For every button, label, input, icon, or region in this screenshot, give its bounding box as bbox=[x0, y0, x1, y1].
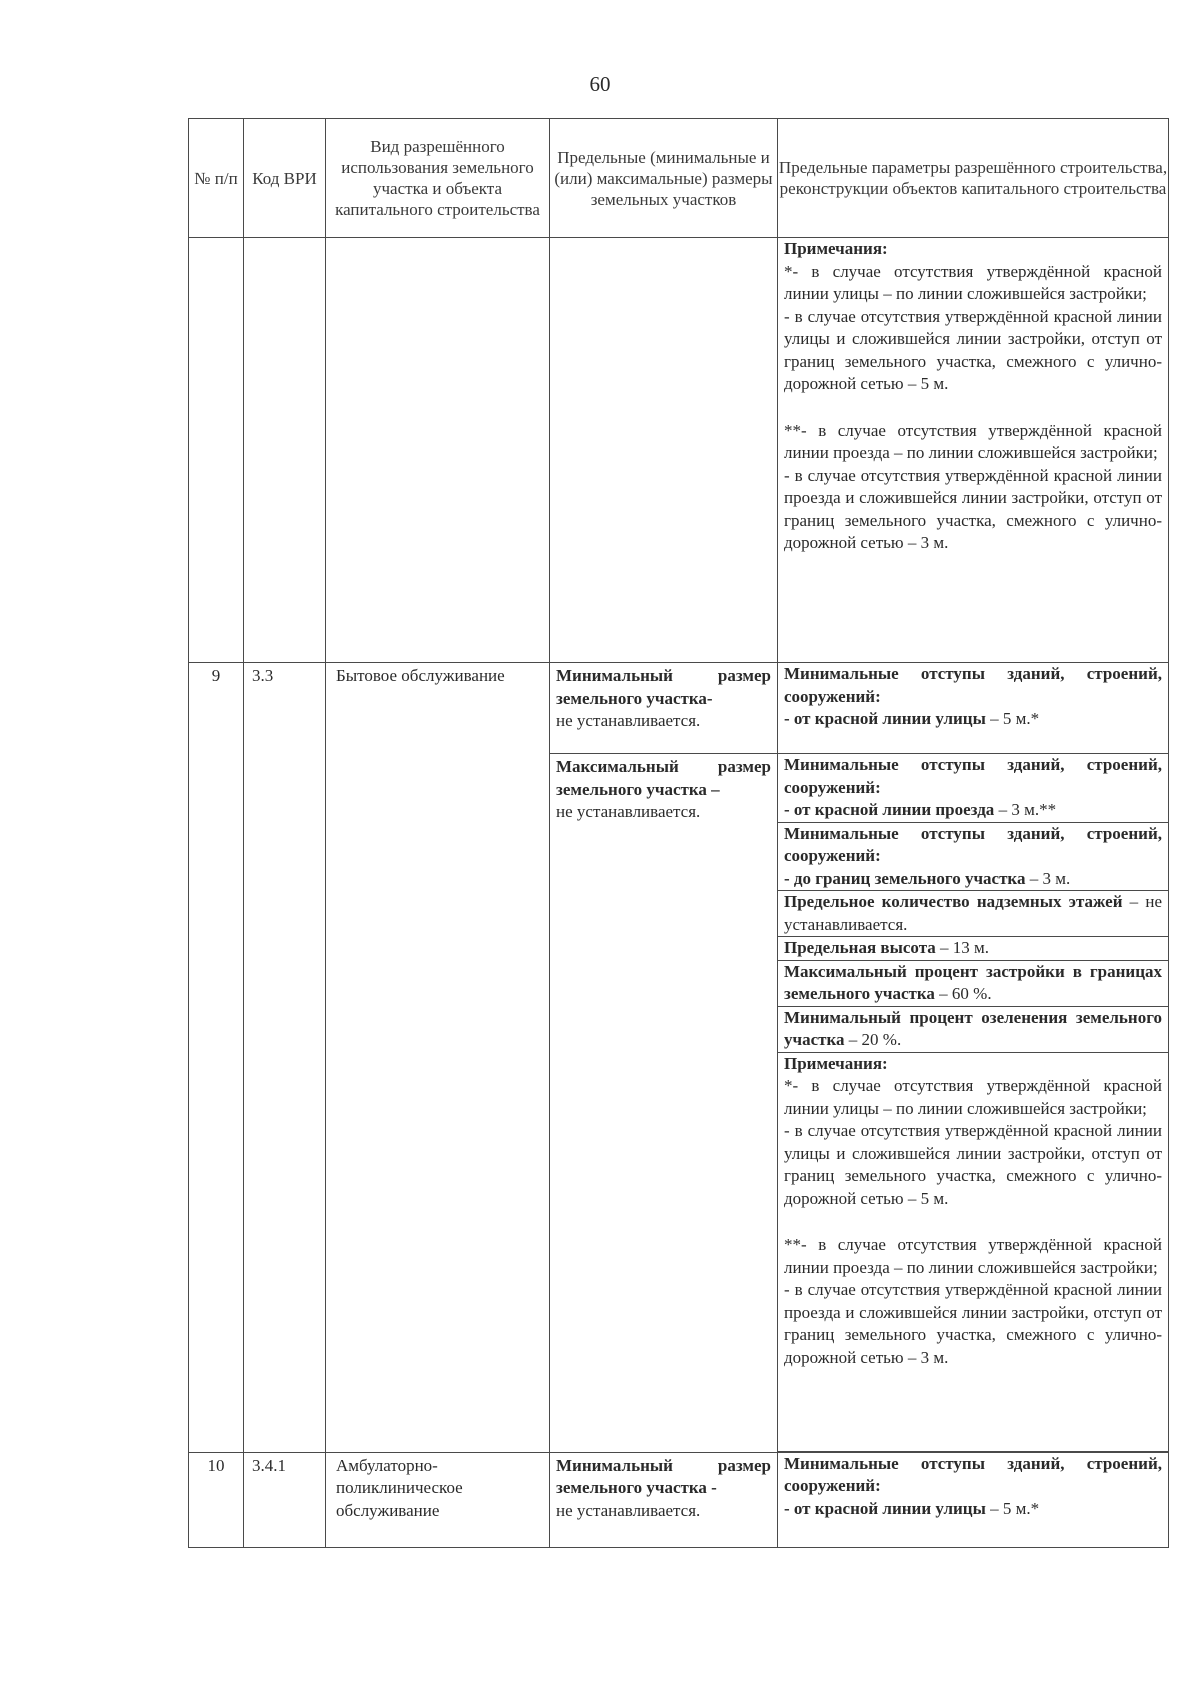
param-cell bbox=[778, 754, 1169, 823]
param-label: Предельное количество надземных этажей bbox=[784, 892, 1123, 911]
min-size-value: не устанавливается. bbox=[556, 1500, 701, 1520]
min-size-value: не устанавливается. bbox=[556, 711, 701, 730]
continuation-notes bbox=[778, 238, 1169, 663]
row-kind: Бытовое обслуживание bbox=[326, 663, 550, 1453]
param-value: – 3 м. bbox=[1025, 868, 1071, 888]
row9-notes bbox=[778, 1052, 1169, 1451]
note-item: - в случае отсутствия утверждённой красной линии проезда и сложившейся линии застройки, отступ от границ земельного участка, смежного с улично-дорожной сетью – 3 м. bbox=[784, 465, 1162, 552]
notes-title: Примечания: bbox=[784, 239, 888, 258]
param-sublabel: - от красной линии улицы bbox=[784, 709, 986, 728]
param-label: Минимальные отступы зданий, строений, сооружений: bbox=[784, 755, 1162, 797]
param-cell bbox=[778, 1452, 1169, 1547]
param-value: – 5 м.* bbox=[985, 1498, 1040, 1518]
row-kind: Амбулаторно-поликлиническое обслуживание bbox=[326, 1452, 550, 1547]
header-kind: Вид разрешённого использования земельного участка и объекта капитального строительства bbox=[326, 119, 550, 238]
row-number: 10 bbox=[189, 1452, 244, 1547]
param-cell bbox=[778, 960, 1169, 1006]
min-size-label: Минимальный размер земельного участка - bbox=[556, 1455, 771, 1497]
header-params: Предельные параметры разрешённого строительства, реконструкции объектов капитального строительства bbox=[778, 119, 1169, 238]
param-value: – не устанавливается. bbox=[784, 892, 1162, 934]
row-number: 9 bbox=[189, 663, 244, 1453]
param-label: Минимальный процент озеленения земельного участка bbox=[784, 1007, 1162, 1049]
param-label: Минимальные отступы зданий, строений, сооружений: bbox=[784, 823, 1162, 865]
row-code: 3.3 bbox=[244, 663, 326, 1453]
param-label: Минимальные отступы зданий, строений, сооружений: bbox=[784, 664, 1162, 706]
note-item: **- в случае отсутствия утверждённой красной линии проезда – по линии сложившейся застройки; bbox=[784, 420, 1162, 462]
header-code: Код ВРИ bbox=[244, 119, 326, 238]
max-size-label: Максимальный размер земельного участка – bbox=[556, 757, 771, 799]
param-sublabel: - от красной линии проезда bbox=[784, 800, 995, 819]
header-num: № п/п bbox=[189, 119, 244, 238]
param-cell bbox=[778, 1006, 1169, 1052]
param-cell bbox=[778, 937, 1169, 961]
param-label: Предельная высота bbox=[784, 938, 936, 957]
max-size-value: не устанавливается. bbox=[556, 802, 701, 821]
param-cell bbox=[778, 891, 1169, 937]
table-row-continuation bbox=[189, 238, 1169, 663]
param-value: – 3 м.** bbox=[994, 800, 1057, 819]
param-value: – 60 %. bbox=[934, 984, 992, 1003]
param-cell bbox=[778, 663, 1169, 754]
param-value: – 5 м.* bbox=[985, 709, 1040, 728]
table-header-row bbox=[189, 119, 1169, 238]
note-item: - в случае отсутствия утверждённой красной линии проезда и сложившейся линии застройки, отступ от границ земельного участка, смежного с улично-дорожной сетью – 3 м. bbox=[784, 1280, 1162, 1367]
table-row-9 bbox=[189, 663, 1169, 754]
min-size-cell bbox=[550, 663, 778, 754]
note-item: - в случае отсутствия утверждённой красной линии улицы и сложившейся линии застройки, отступ от границ земельного участка, смежного с улично-дорожной сетью – 5 м. bbox=[784, 1121, 1162, 1208]
zoning-table bbox=[188, 118, 1169, 1548]
notes-title: Примечания: bbox=[784, 1053, 888, 1073]
min-size-cell bbox=[550, 1452, 778, 1547]
param-sublabel: - до границ земельного участка bbox=[784, 868, 1026, 888]
row-code: 3.4.1 bbox=[244, 1452, 326, 1547]
param-value: – 20 %. bbox=[844, 1030, 902, 1049]
header-sizes: Предельные (минимальные и (или) максимальные) размеры земельных участков bbox=[550, 119, 778, 238]
note-item: *- в случае отсутствия утверждённой красной линии улицы – по линии сложившейся застройки; bbox=[784, 261, 1162, 303]
param-label: Минимальные отступы зданий, строений, сооружений: bbox=[784, 1453, 1162, 1495]
min-size-label: Минимальный размер земельного участка- bbox=[556, 666, 771, 708]
note-item: *- в случае отсутствия утверждённой красной линии улицы – по линии сложившейся застройки; bbox=[784, 1076, 1162, 1118]
max-size-cell bbox=[550, 754, 778, 1453]
param-sublabel: - от красной линии улицы bbox=[784, 1498, 986, 1518]
param-label: Максимальный процент застройки в границах земельного участка bbox=[784, 961, 1162, 1003]
param-cell bbox=[778, 822, 1169, 891]
param-value: – 13 м. bbox=[935, 938, 990, 957]
table-row-10 bbox=[189, 1452, 1169, 1547]
note-item: - в случае отсутствия утверждённой красной линии улицы и сложившейся линии застройки, отступ от границ земельного участка, смежного с улично-дорожной сетью – 5 м. bbox=[784, 306, 1162, 393]
page-number: 60 bbox=[589, 72, 611, 96]
note-item: **- в случае отсутствия утверждённой красной линии проезда – по линии сложившейся застройки; bbox=[784, 1235, 1162, 1277]
